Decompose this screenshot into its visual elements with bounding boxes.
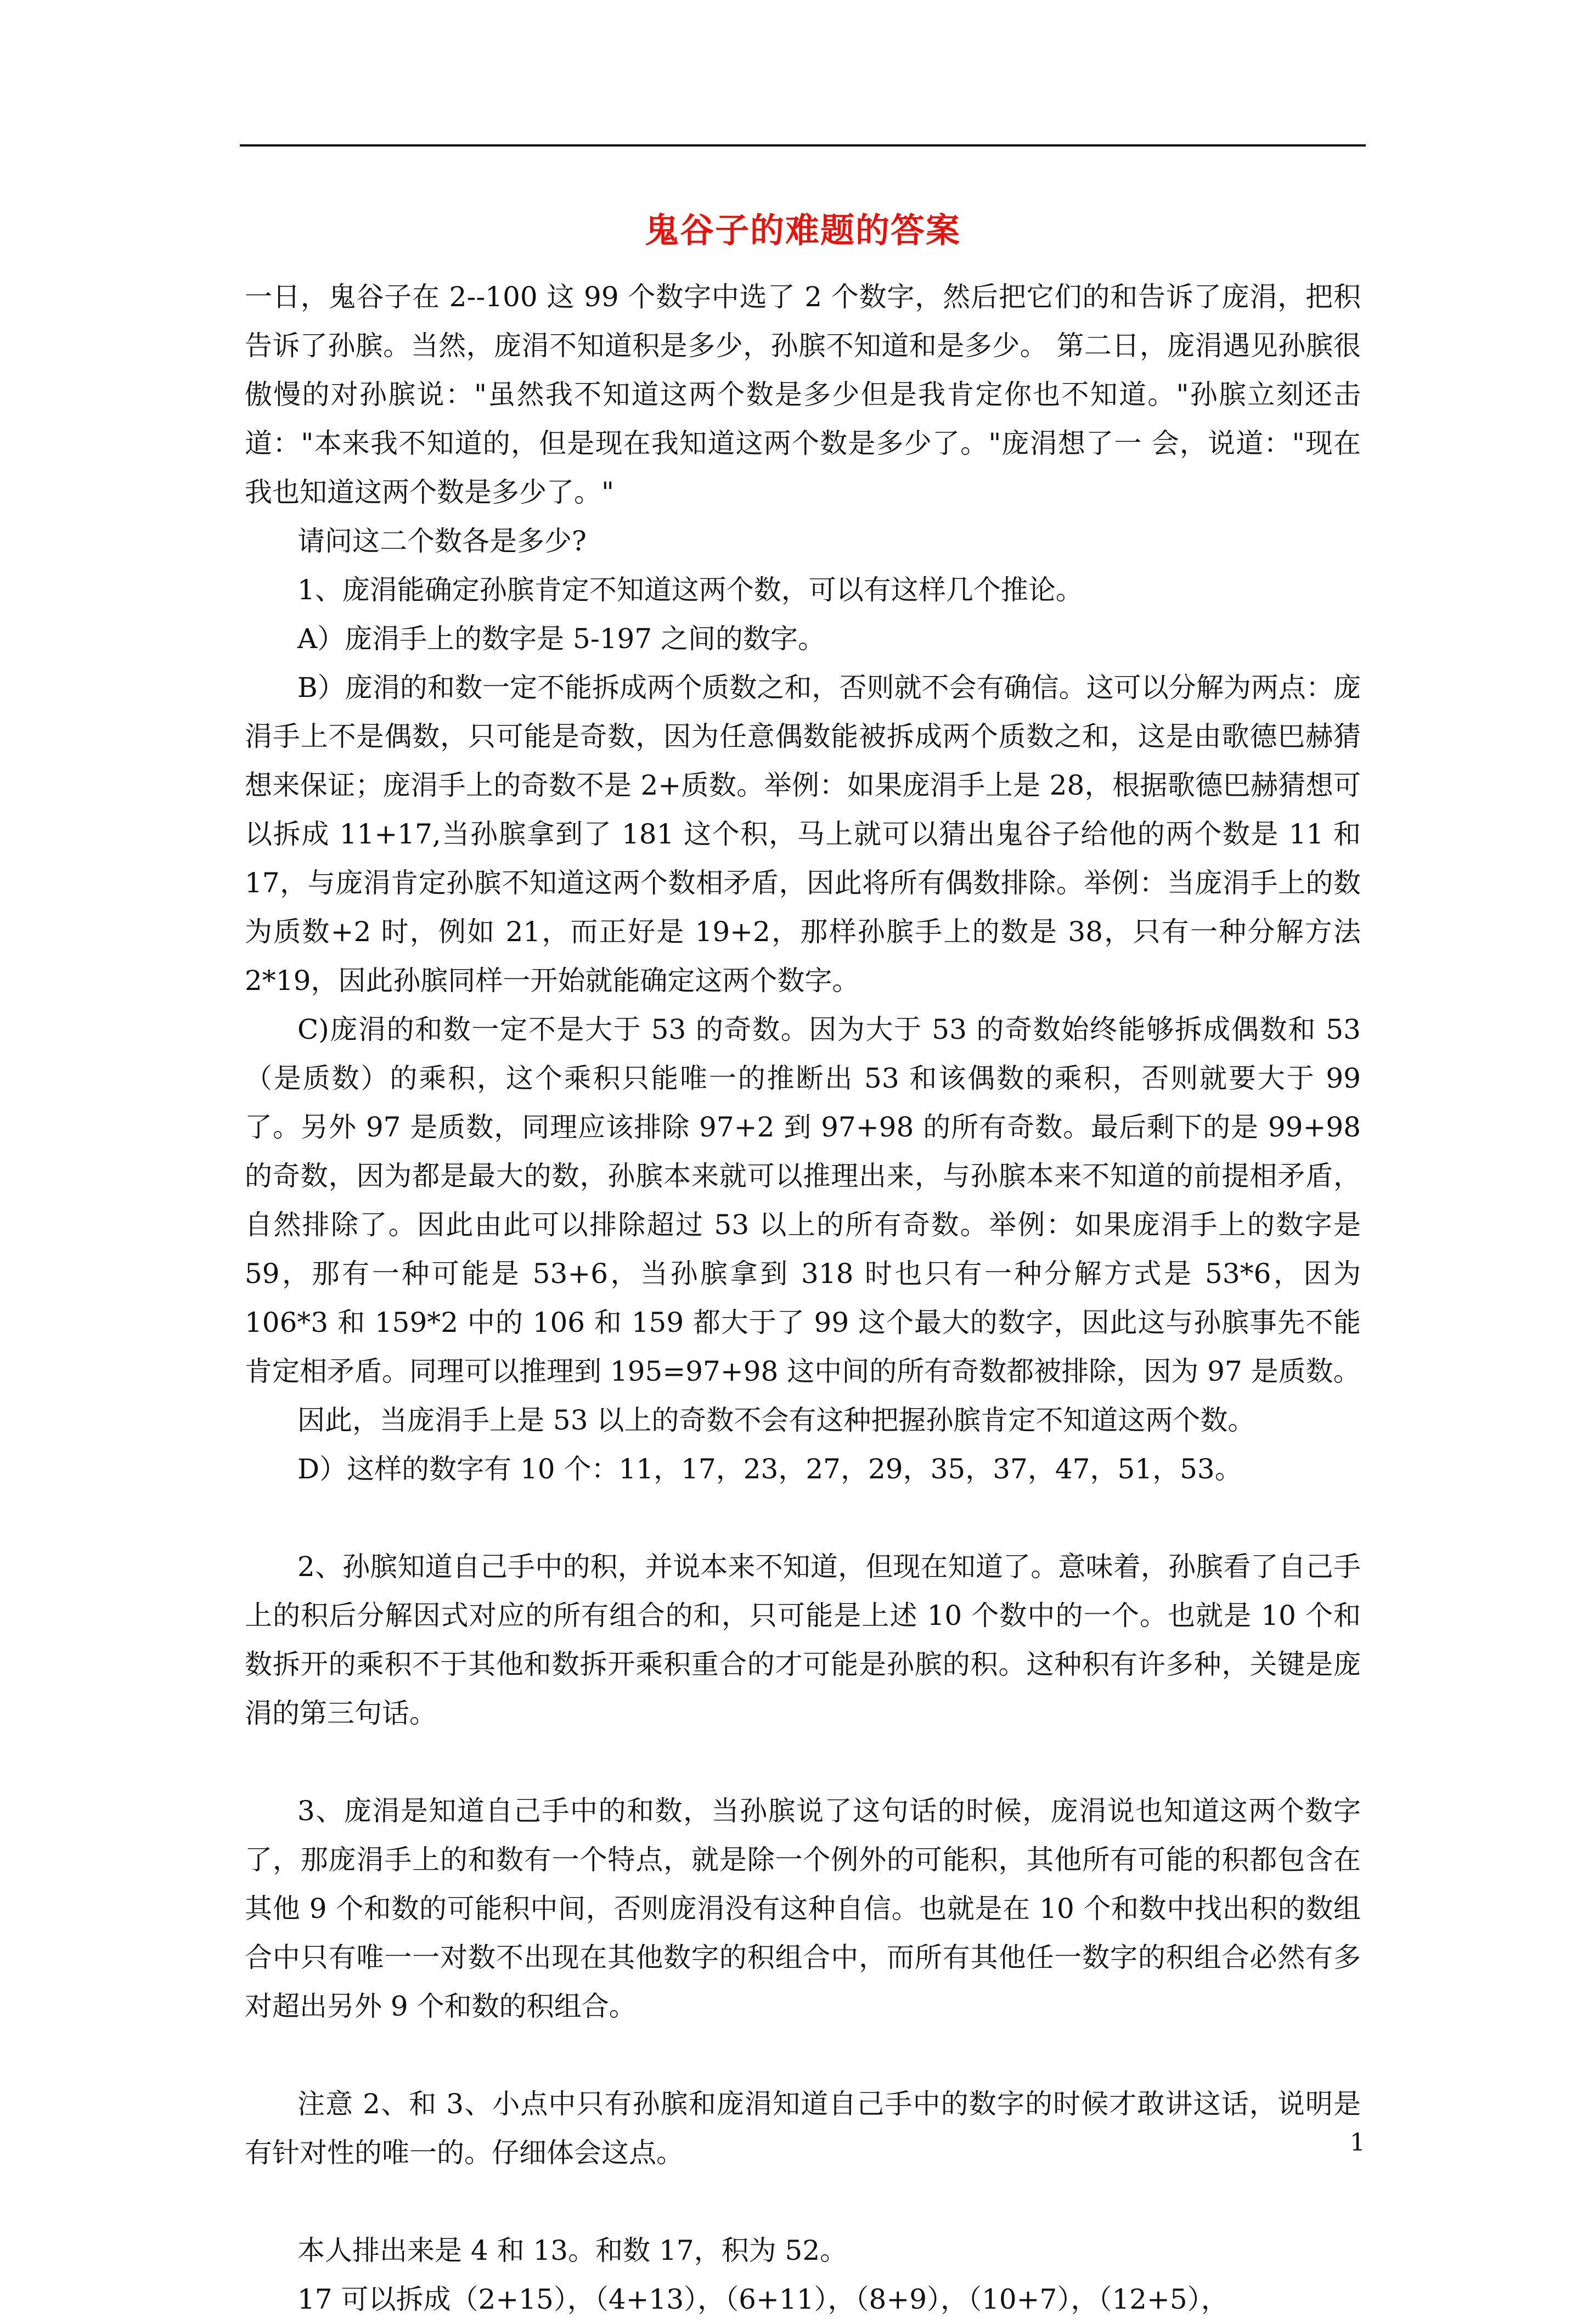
blank-line (245, 2177, 1361, 2226)
paragraph-point-1a: A）庞涓手上的数字是 5-197 之间的数字。 (297, 623, 826, 655)
page-title: 鬼谷子的难题的答案 (644, 210, 961, 250)
paragraph-intro: 一日，鬼谷子在 2--100 这 99 个数字中选了 2 个数字，然后把它们的和告诉了庞涓，把积告诉了孙膑。当然，庞涓不知道积是多少，孙膑不知道和是多少。 第二日，庞涓遇见孙膑很傲慢的对孙膑说："虽然我不知道这两个数是多少但是我肯定你也不知道。"孙膑立刻还击道："本来我不知道的，但是现在我知道这两个数是多少了。"庞涓想了一 会，说道："现在我也知道这两个数是多少了。" (245, 281, 1361, 508)
paragraph-conclusion-1: 因此，当庞涓手上是 53 以上的奇数不会有这种把握孙膑肯定不知道这两个数。 (297, 1404, 1255, 1436)
paragraph-point-2: 2、孙膑知道自己手中的积，并说本来不知道，但现在知道了。意味着，孙膑看了自己手上的积后分解因式对应的所有组合的和，只可能是上述 10 个数中的一个。也就是 10 个和数拆开的乘积不于其他和数拆开乘积重合的才可能是孙膑的积。这种积有许多种，关键是庞涓的第三句话。 (245, 1551, 1361, 1729)
header-rule (240, 144, 1366, 147)
page-number: 1 (1350, 2129, 1365, 2157)
paragraph-note: 注意 2、和 3、小点中只有孙膑和庞涓知道自己手中的数字的时候才敢讲这话，说明是有针对性的唯一的。仔细体会这点。 (245, 2088, 1361, 2169)
blank-line (245, 1738, 1361, 1787)
paragraph-point-1: 1、庞涓能确定孙膑肯定不知道这两个数，可以有这样几个推论。 (297, 574, 1083, 606)
blank-line (245, 1494, 1361, 1543)
paragraph-point-1b: B）庞涓的和数一定不能拆成两个质数之和，否则就不会有确信。这可以分解为两点：庞涓手上不是偶数，只可能是奇数，因为任意偶数能被拆成两个质数之和，这是由歌德巴赫猜想来保证；庞涓手上的奇数不是 2+质数。举例：如果庞涓手上是 28，根据歌德巴赫猜想可以拆成 11+17,当孙膑拿到了 181 这个积，马上就可以猜出鬼谷子给他的两个数是 11 和 17，与庞涓肯定孙膑不知道这两个数相矛盾，因此将所有偶数排除。举例：当庞涓手上的数为质数+2 时，例如 21，而正好是 19+2，那样孙膑手上的数是 38，只有一种分解方法 2*19，因此孙膑同样一开始就能确定这两个数字。 (245, 672, 1361, 997)
document-body (245, 273, 1361, 2324)
paragraph-decomposition: 17 可以拆成（2+15），（4+13），（6+11），（8+9），（10+7），（12+5）， (297, 2283, 1229, 2315)
paragraph-point-1c: C)庞涓的和数一定不是大于 53 的奇数。因为大于 53 的奇数始终能够拆成偶数和 53（是质数）的乘积，这个乘积只能唯一的推断出 53 和该偶数的乘积，否则就要大于 99 了。另外 97 是质数，同理应该排除 97+2 到 97+98 的所有奇数。最后剩下的是 99+98 的奇数，因为都是最大的数，孙膑本来就可以推理出来，与孙膑本来不知道的前提相矛盾，自然排除了。因此由此可以排除超过 53 以上的所有奇数。举例：如果庞涓手上的数字是 59，那有一种可能是 53+6，当孙膑拿到 318 时也只有一种分解方式是 53*6，因为 106*3 和 159*2 中的 106 和 159 都大于了 99 这个最大的数字，因此这与孙膑事先不能肯定相矛盾。同理可以推理到 195=97+98 这中间的所有奇数都被排除，因为 97 是质数。 (245, 1014, 1361, 1387)
paragraph-question: 请问这二个数各是多少? (297, 525, 587, 557)
blank-line (245, 2031, 1361, 2080)
paragraph-point-3: 3、庞涓是知道自己手中的和数，当孙膑说了这句话的时候，庞涓说也知道这两个数字了，那庞涓手上的和数有一个特点，就是除一个例外的可能积，其他所有可能的积都包含在其他 9 个和数的可能积中间，否则庞涓没有这种自信。也就是在 10 个和数中找出积的数组合中只有唯一一对数不出现在其他数字的积组合中，而所有其他任一数字的积组合必然有多对超出另外 9 个和数的积组合。 (245, 1795, 1361, 2022)
paragraph-answer: 本人排出来是 4 和 13。和数 17，积为 52。 (297, 2235, 848, 2266)
paragraph-point-1d: D）这样的数字有 10 个：11，17，23，27，29，35，37，47，51，53。 (297, 1453, 1242, 1485)
